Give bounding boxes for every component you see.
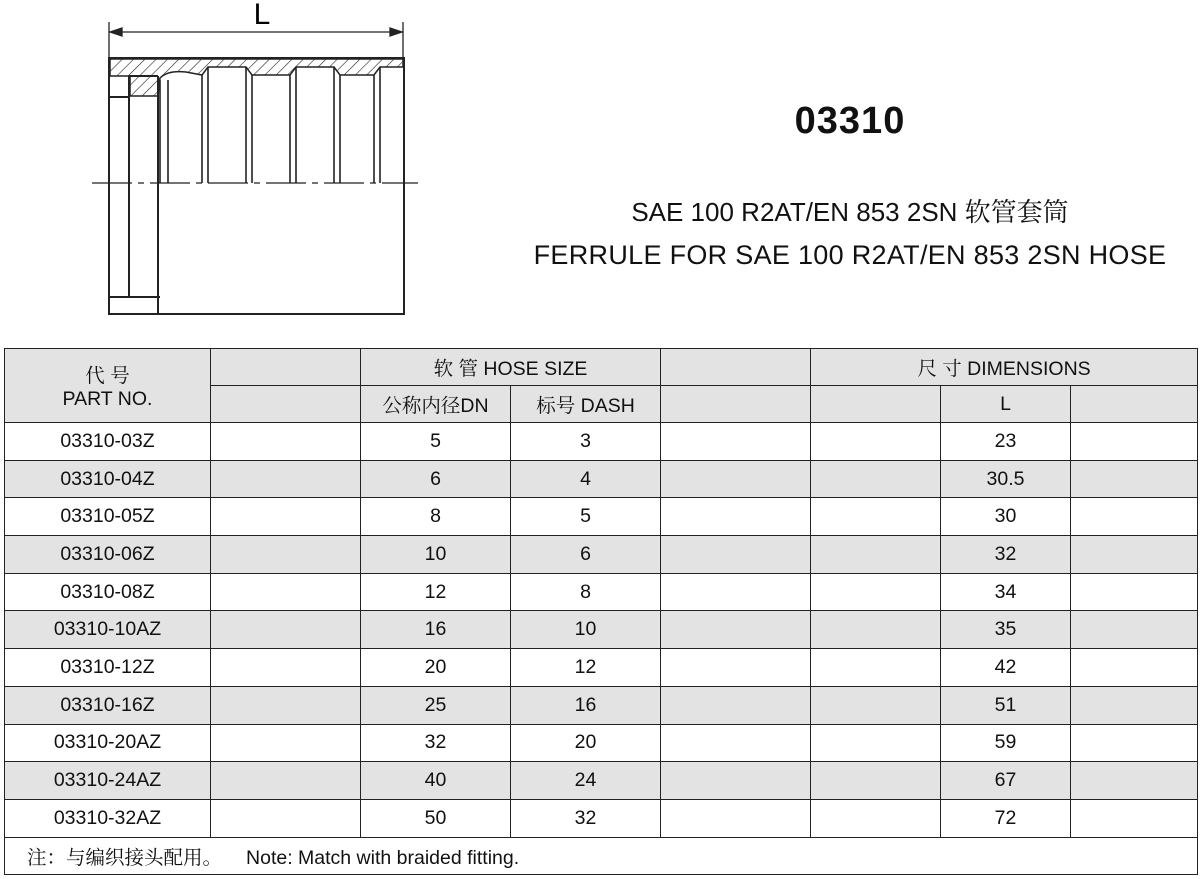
empty-cell (661, 536, 811, 574)
table-row (5, 611, 1198, 649)
part-no-cell: 03310-16Z (5, 686, 211, 724)
dn-cell: 12 (361, 573, 511, 611)
dn-cell: 10 (361, 536, 511, 574)
empty-cell (211, 649, 361, 687)
part-no-cell: 03310-20AZ (5, 724, 211, 762)
dash-cell: 6 (511, 536, 661, 574)
header-dimensions: 尺 寸 DIMENSIONS (811, 349, 1198, 386)
part-code-title: 03310 (794, 100, 906, 142)
empty-cell (1071, 686, 1198, 724)
header-empty (811, 386, 941, 423)
table-row (5, 799, 1198, 837)
dash-cell: 4 (511, 460, 661, 498)
note-cell (5, 837, 1198, 874)
empty-cell (811, 724, 941, 762)
empty-cell (211, 799, 361, 837)
table-row (5, 762, 1198, 800)
empty-cell (1071, 649, 1198, 687)
dn-cell: 20 (361, 649, 511, 687)
part-no-cell: 03310-32AZ (5, 799, 211, 837)
dash-cell: 32 (511, 799, 661, 837)
table-row (5, 724, 1198, 762)
part-no-cell: 03310-10AZ (5, 611, 211, 649)
empty-cell (661, 573, 811, 611)
part-no-cell: 03310-06Z (5, 536, 211, 574)
dash-cell: 16 (511, 686, 661, 724)
l-cell: 72 (941, 799, 1071, 837)
empty-cell (211, 460, 361, 498)
part-no-cell: 03310-04Z (5, 460, 211, 498)
part-no-cell: 03310-24AZ (5, 762, 211, 800)
empty-cell (1071, 799, 1198, 837)
empty-cell (211, 536, 361, 574)
dn-cell: 50 (361, 799, 511, 837)
dash-cell: 5 (511, 498, 661, 536)
empty-cell (811, 423, 941, 461)
l-cell: 30 (941, 498, 1071, 536)
empty-cell (1071, 536, 1198, 574)
dn-cell: 25 (361, 686, 511, 724)
dn-cell: 16 (361, 611, 511, 649)
empty-cell (661, 762, 811, 800)
note-en: Note: Match with braided fitting. (246, 846, 520, 869)
empty-cell (661, 498, 811, 536)
header-empty (211, 349, 361, 386)
empty-cell (661, 799, 811, 837)
table-row (5, 536, 1198, 574)
header-dash: 标号 DASH (511, 386, 661, 423)
l-cell: 34 (941, 573, 1071, 611)
header-part-no-cn: 代 号 (85, 365, 130, 387)
dn-cell: 6 (361, 460, 511, 498)
dash-cell: 3 (511, 423, 661, 461)
table-row (5, 423, 1198, 461)
empty-cell (211, 724, 361, 762)
empty-cell (1071, 498, 1198, 536)
l-cell: 59 (941, 724, 1071, 762)
l-cell: 42 (941, 649, 1071, 687)
header-l: L (941, 386, 1071, 423)
empty-cell (1071, 423, 1198, 461)
empty-cell (1071, 724, 1198, 762)
part-no-cell: 03310-05Z (5, 498, 211, 536)
product-title-cn: SAE 100 R2AT/EN 853 2SN 软管套筒 (631, 197, 1069, 227)
empty-cell (211, 762, 361, 800)
header-part-no-en: PART NO. (62, 388, 153, 410)
l-cell: 32 (941, 536, 1071, 574)
dn-cell: 5 (361, 423, 511, 461)
header-part-no (5, 349, 211, 423)
empty-cell (211, 611, 361, 649)
empty-cell (811, 799, 941, 837)
dn-cell: 8 (361, 498, 511, 536)
empty-cell (211, 573, 361, 611)
empty-cell (661, 724, 811, 762)
table-row (5, 460, 1198, 498)
dash-cell: 24 (511, 762, 661, 800)
part-no-cell: 03310-08Z (5, 573, 211, 611)
empty-cell (1071, 762, 1198, 800)
l-cell: 23 (941, 423, 1071, 461)
empty-cell (811, 460, 941, 498)
empty-cell (811, 611, 941, 649)
spec-table (4, 348, 1198, 875)
part-no-cell: 03310-03Z (5, 423, 211, 461)
empty-cell (1071, 573, 1198, 611)
empty-cell (661, 649, 811, 687)
empty-cell (211, 686, 361, 724)
empty-cell (661, 460, 811, 498)
empty-cell (811, 536, 941, 574)
dash-cell: 10 (511, 611, 661, 649)
empty-cell (661, 611, 811, 649)
empty-cell (811, 498, 941, 536)
empty-cell (811, 762, 941, 800)
product-title-en: FERRULE FOR SAE 100 R2AT/EN 853 2SN HOSE (533, 240, 1167, 270)
header-empty (211, 386, 361, 423)
empty-cell (811, 686, 941, 724)
note-cn: 注：与编织接头配用。 (27, 846, 223, 869)
inner-teeth (160, 67, 380, 183)
table-row (5, 498, 1198, 536)
l-cell: 30.5 (941, 460, 1071, 498)
table-row (5, 649, 1198, 687)
dn-cell: 40 (361, 762, 511, 800)
header-dn: 公称内径DN (361, 386, 511, 423)
ferrule-drawing (0, 0, 430, 330)
dash-cell: 20 (511, 724, 661, 762)
l-cell: 35 (941, 611, 1071, 649)
l-cell: 67 (941, 762, 1071, 800)
empty-cell (211, 423, 361, 461)
empty-cell (661, 686, 811, 724)
l-cell: 51 (941, 686, 1071, 724)
dash-cell: 12 (511, 649, 661, 687)
part-no-cell: 03310-12Z (5, 649, 211, 687)
dn-cell: 32 (361, 724, 511, 762)
header-empty (661, 349, 811, 386)
header-empty (1071, 386, 1198, 423)
empty-cell (1071, 460, 1198, 498)
dash-cell: 8 (511, 573, 661, 611)
empty-cell (811, 573, 941, 611)
empty-cell (211, 498, 361, 536)
table-row (5, 686, 1198, 724)
empty-cell (1071, 611, 1198, 649)
dimension-label: L (253, 0, 271, 31)
header-empty (661, 386, 811, 423)
header-hose-size: 软 管 HOSE SIZE (361, 349, 661, 386)
empty-cell (661, 423, 811, 461)
empty-cell (811, 649, 941, 687)
hatched-section (110, 59, 403, 96)
note-row (5, 837, 1198, 874)
table-row (5, 573, 1198, 611)
